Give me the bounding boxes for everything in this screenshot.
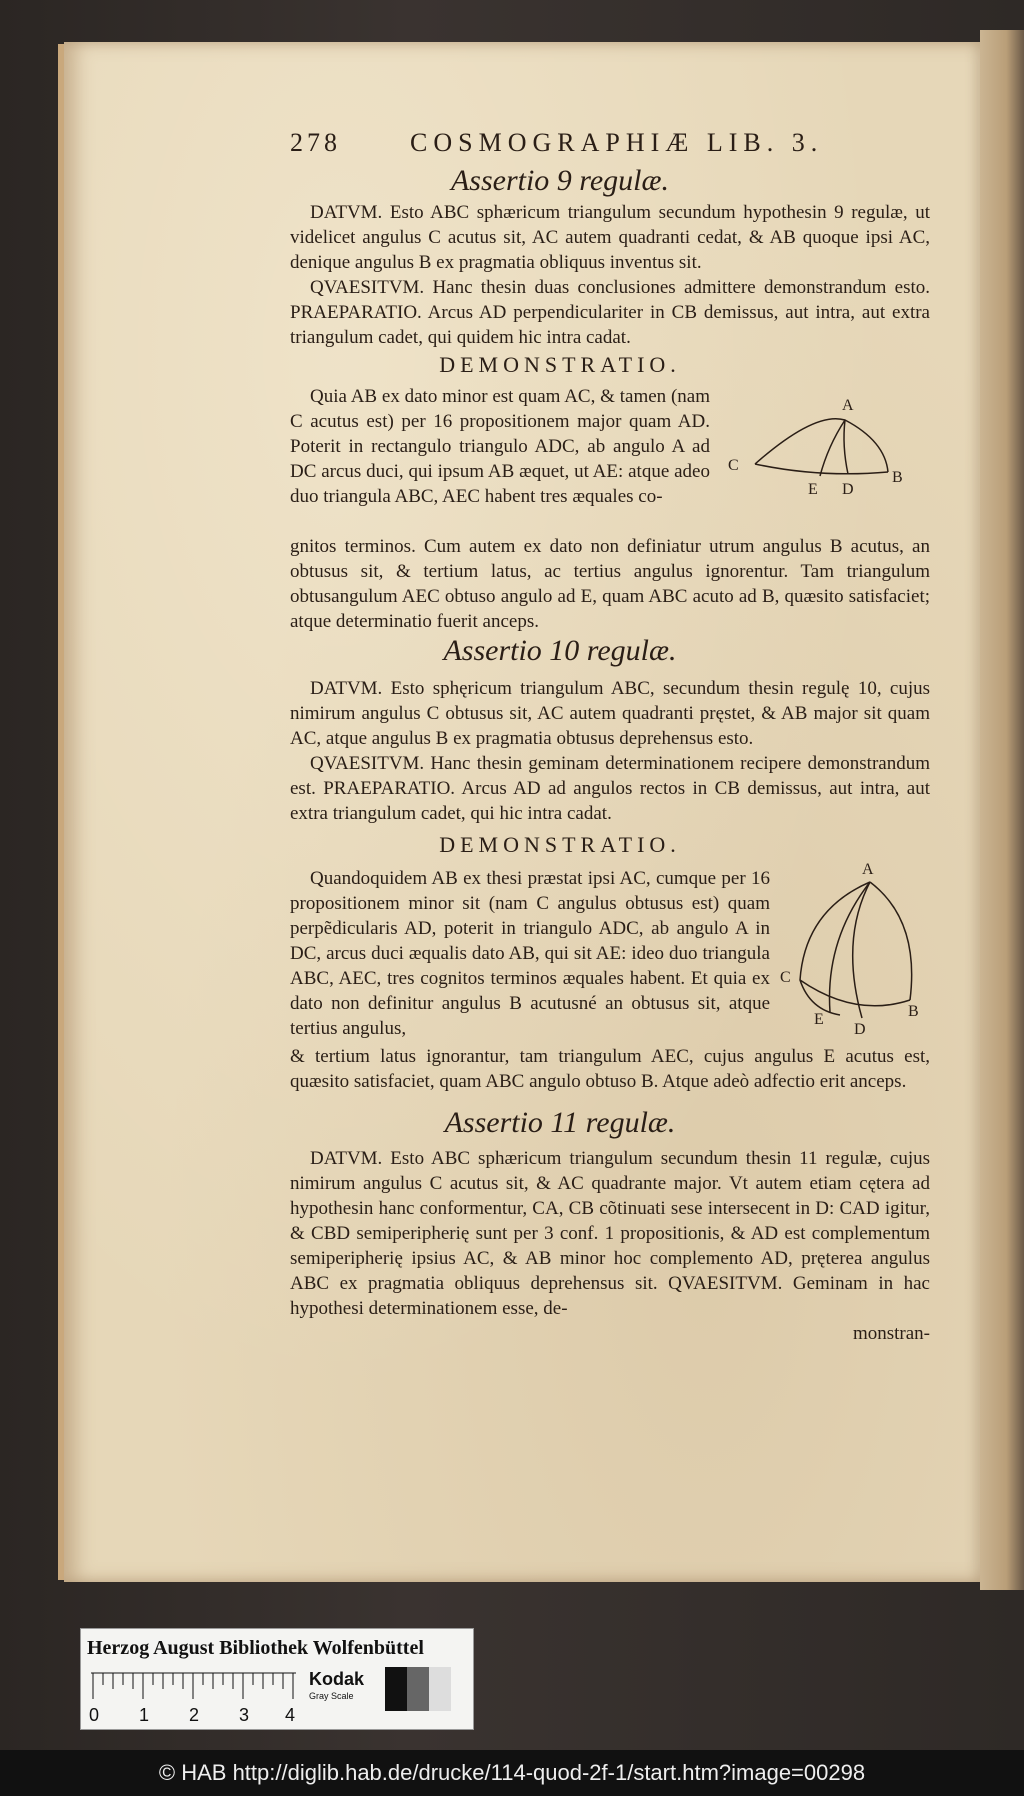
ruler [91,1671,301,1705]
gray-chip-light [429,1667,451,1711]
demonstratio-text-1: Quandoquidem AB ex thesi præstat ipsi AC, cumque per 16 propositionem minor sit (nam C angulus obtusus est) quam perpẽdicularis AD, poterit in triangulo ADC, ab angulo A in DC, arcus duci æqualis dato AB, qui sit AE: ideo duo triangula ABC, AEC, tres cognitos terminos æquales habent. Et quia ex dato non definitur angulus B acutusné an obtusus sit, atque tertius angulus, [290,868,770,1039]
quaesitum-paragraph: QVAESITVM. Hanc thesin duas conclusiones admittere demonstrandum esto. PRAEPARATIO. Arcus AD perpendiculariter in CB demissus, aut intra, aut extra triangulum cadet, qui quidem hic intra cadat. [290,277,930,348]
page-number: 278 [290,128,341,157]
fig-label-d: D [854,1021,866,1038]
fig-label-b: B [892,469,903,486]
gray-chip-mid [407,1667,429,1711]
demonstratio-full-text [290,534,930,634]
fig-label-a: A [862,861,874,878]
catchword: monstran- [852,1323,930,1344]
fig-label-b: B [908,1003,919,1020]
section-heading: Assertio 11 regulæ. [444,1106,676,1139]
fig-label-a: A [842,397,854,414]
section-body [290,676,930,826]
ruler-number: 2 [189,1705,200,1725]
demonstratio-wrapped-text [290,866,770,1041]
fig-label-e: E [814,1011,824,1028]
section-body [290,200,930,350]
copyright-footer: © HAB http://diglib.hab.de/drucke/114-quod-2f-1/start.htm?image=00298 [0,1750,1024,1796]
kodak-logo: Kodak [309,1669,365,1689]
demonstratio-heading: DEMONSTRATIO. [439,352,681,377]
ruler-number: 4 [285,1705,296,1725]
fig-label-d: D [842,481,854,496]
fig-label-e: E [808,481,818,496]
adjacent-page-edge [980,30,1024,1590]
demonstratio-text-1: Quia AB ex dato minor est quam AC, & tamen (nam C acutus est) per 16 propositionem major quam AD. Poterit in rectangulo triangulo ADC, ab angulo A ad DC arcus duci, qui ipsum AB æquet, ut AE: atque adeo duo triangula ABC, AEC habent tres æquales co- [290,386,710,507]
spherical-triangle-figure [720,396,910,496]
fig-label-c: C [728,457,739,474]
section-body [290,1146,930,1346]
library-name: Herzog August Bibliothek Wolfenbüttel [87,1637,424,1659]
demonstratio-text-2: & tertium latus ignorantur, tam triangulum AEC, cujus angulus E acutus est, quæsito satisfaciet, quam ABC angulo obtuso B. Atque adeò adfectio erit anceps. [290,1046,930,1092]
quaesitum-paragraph: QVAESITVM. Hanc thesin geminam determinationem recipere demonstrandum est. PRAEPARATIO. Arcus AD ad angulos rectos in CB demissus, aut intra, aut extra triangulum cadet, qui hic intra cadat. [290,753,930,824]
demonstratio-text-2: gnitos terminos. Cum autem ex dato non definiatur utrum angulus B acutus, an obtusus sit, & tertium latus, ac tertius angulus ignorentur. Tam triangulum obtusangulum AEC obtuso angulo ad E, quam ABC acuto ad B, quæsito satisfaciet; atque determinatio fuerit anceps. [290,536,930,632]
ruler-number: 1 [139,1705,150,1725]
datum-paragraph: DATVM. Esto ABC sphæricum triangulum secundum thesin 11 regulæ, cujus nimirum angulus C acutus sit, & AC quadrante major. Vt autem etiam cętera ad hypothesin hanc conformentur, CA, CB cõtinuati sese intersecent in D: CAD igitur, & CBD semiperipherię sunt per 3 conf. 1 propositionis, & AD est complementum semiperipherię ipsius AC, & AB minor hoc complemento AD, pręterea angulus ABC ex pragmatia obliquus deprehensus sit. QVAESITVM. Geminam in hac hypothesi determinationem esse, de- [290,1148,930,1319]
ruler-number: 3 [239,1705,250,1725]
datum-paragraph: DATVM. Esto ABC sphæricum triangulum secundum hypothesin 9 regulæ, ut videlicet angulus C acutus sit, AC autem quadranti cedat, & AB quoque ipsi AC, denique angulus B ex pragmatia obliquus inventus sit. [290,202,930,273]
gray-chip-black [385,1667,407,1711]
ruler-number: 0 [89,1705,100,1725]
section-heading: Assertio 9 regulæ. [450,164,670,197]
spherical-triangle-figure [770,860,930,1040]
demonstratio-heading: DEMONSTRATIO. [439,832,681,857]
datum-paragraph: DATVM. Esto sphęricum triangulum ABC, secundum thesin regulę 10, cujus nimirum angulus C obtusus sit, AC autem quadranti pręstet, & AB major sit quam AC, atque angulus B ex pragmatia obtusus deprehensus esto. [290,678,930,749]
fig-label-c: C [780,969,791,986]
running-title: COSMOGRAPHIÆ LIB. 3. [410,128,824,157]
gray-scale-label: Gray Scale [309,1691,354,1701]
demonstratio-wrapped-text [290,384,710,509]
demonstratio-full-text [290,1044,930,1094]
section-heading: Assertio 10 regulæ. [443,634,677,667]
color-scale-card [80,1628,474,1730]
